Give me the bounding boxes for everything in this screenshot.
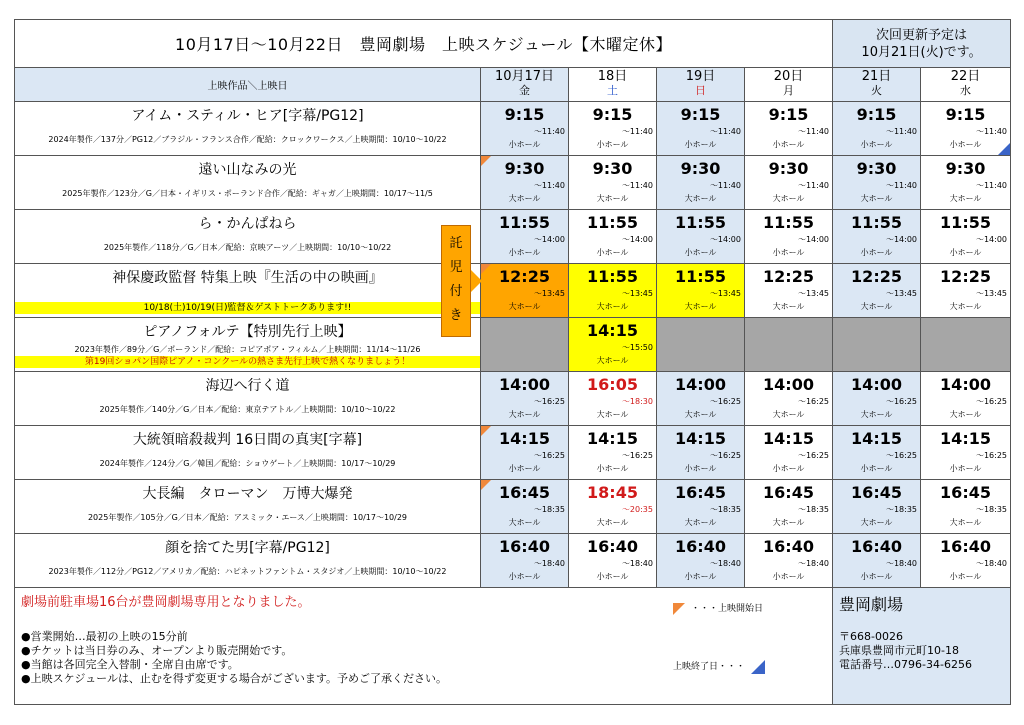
start-time: 11:55 [675, 213, 726, 232]
end-time: 〜15:50 [621, 343, 653, 352]
hall-name: 小ホール [596, 248, 629, 257]
film-row [15, 156, 1011, 210]
orange-triangle-icon [481, 480, 491, 490]
end-time: 〜11:40 [975, 181, 1008, 190]
orange-triangle-icon [673, 603, 685, 615]
film-info: 2024年製作／137分／PG12／ブラジル・フランス合作／配給：クロックワークス／上映期間：10/10〜10/22 [48, 135, 447, 144]
hall-name: 小ホール [860, 464, 893, 473]
start-time: 12:25 [851, 267, 902, 286]
end-time: 〜11:40 [621, 127, 653, 136]
hall-name: 大ホール [596, 410, 629, 419]
theater-info [833, 588, 1011, 705]
end-time: 〜11:40 [533, 181, 565, 190]
end-time: 〜18:40 [885, 559, 918, 568]
hall-name: 小ホール [684, 572, 717, 581]
footer-note: ●営業開始…最初の上映の15分前 [21, 630, 188, 643]
showtime-cell [921, 102, 1011, 156]
hall-name: 大ホール [949, 410, 982, 419]
end-time: 〜14:00 [797, 235, 830, 244]
film-info: 2025年製作／123分／G／日本・イギリス・ポーランド合作／配給：ギャガ／上映期間：10/17〜11/5 [62, 189, 433, 198]
hall-name: 大ホール [860, 194, 893, 203]
hall-name: 大ホール [508, 194, 541, 203]
start-time: 12:25 [763, 267, 814, 286]
film-title: 大長編 タローマン 万博大爆発 [142, 486, 353, 502]
blue-triangle-icon [998, 143, 1010, 155]
end-time: 〜16:25 [885, 397, 918, 406]
start-time: 9:30 [592, 159, 633, 178]
showtime-cell [481, 318, 569, 372]
start-time: 11:55 [851, 213, 902, 232]
start-time: 14:15 [940, 429, 991, 448]
film-title: 神保慶政監督 特集上映『生活の中の映画』 [112, 270, 383, 286]
showtime-cell [657, 102, 745, 156]
film-cell [15, 102, 481, 156]
film-cell [15, 426, 481, 480]
hall-name: 小ホール [596, 140, 629, 149]
date-text: 19日 [685, 69, 716, 84]
start-time: 16:40 [675, 537, 726, 556]
hall-name: 大ホール [772, 518, 805, 527]
orange-triangle-icon [481, 264, 491, 274]
end-time: 〜16:25 [709, 397, 741, 406]
page-title: 10月17日〜10月22日 豊岡劇場 上映スケジュール【木曜定休】 [15, 20, 833, 68]
hall-name: 大ホール [949, 194, 982, 203]
end-time: 〜16:25 [533, 451, 565, 460]
hall-name: 小ホール [949, 248, 982, 257]
end-time: 〜16:25 [533, 397, 565, 406]
start-time: 14:15 [675, 429, 726, 448]
film-cell [15, 210, 481, 264]
theater-postal: 〒668-0026 [839, 630, 903, 643]
showtime-cell [569, 264, 657, 318]
film-cell [15, 156, 481, 210]
showtime-cell [481, 372, 569, 426]
date-header [657, 68, 745, 102]
end-time: 〜13:45 [797, 289, 830, 298]
start-time: 16:40 [851, 537, 902, 556]
end-time: 〜13:45 [975, 289, 1008, 298]
showtime-cell [745, 210, 833, 264]
legend-start [673, 602, 763, 616]
showtime-cell [833, 480, 921, 534]
next-update-line1: 次回更新予定は [876, 27, 968, 43]
hall-name: 小ホール [684, 140, 717, 149]
start-time: 11:55 [587, 213, 638, 232]
childcare-char: き [449, 308, 463, 323]
end-time: 〜11:40 [797, 181, 830, 190]
start-time: 11:55 [763, 213, 814, 232]
showtime-cell [921, 156, 1011, 210]
end-time: 〜16:25 [797, 451, 830, 460]
footer-note: ●上映スケジュールは、止むを得ず変更する場合がございます。予めご了承ください。 [21, 672, 448, 685]
hall-name: 小ホール [684, 248, 717, 257]
orange-triangle-icon [481, 426, 491, 436]
start-time: 14:15 [587, 429, 638, 448]
date-header-row [15, 68, 1011, 102]
end-time: 〜11:40 [533, 127, 565, 136]
start-time: 12:25 [499, 267, 550, 286]
parking-notice: 劇場前駐車場16台が豊岡劇場専用となりました。 [21, 595, 311, 610]
end-time: 〜16:25 [709, 451, 741, 460]
film-info: 2024年製作／124分／G／韓国／配給：ショウゲート／上映期間：10/17〜10/29 [99, 459, 396, 468]
film-row [15, 480, 1011, 534]
showtime-cell [745, 156, 833, 210]
film-info: 2023年製作／112分／PG12／アメリカ／配給：ハピネットファントム・スタジオ／上映期間：10/10〜10/22 [48, 567, 447, 576]
end-time: 〜14:00 [533, 235, 565, 244]
film-title: 海辺へ行く道 [205, 378, 290, 394]
film-info: 2025年製作／140分／G／日本／配給：東京テアトル／上映期間：10/10〜10/22 [99, 405, 396, 414]
hall-name: 小ホール [508, 248, 541, 257]
day-of-week: 火 [871, 84, 883, 97]
showtime-cell [745, 102, 833, 156]
end-time: 〜16:25 [797, 397, 830, 406]
showtime-cell [833, 264, 921, 318]
film-title: ピアノフォルテ【特別先行上映】 [143, 324, 352, 340]
showtime-cell [657, 480, 745, 534]
end-time: 〜18:40 [533, 559, 565, 568]
showtime-cell [745, 480, 833, 534]
film-info: 2023年製作／89分／G／ポーランド／配給：コピアポア・フィルム／上映期間：11/14〜11/26 [74, 345, 421, 354]
blue-triangle-icon [751, 660, 765, 674]
film-title: 顔を捨てた男[字幕/PG12] [165, 540, 330, 556]
start-time: 9:30 [945, 159, 986, 178]
end-time: 〜16:25 [975, 397, 1008, 406]
hall-name: 大ホール [772, 302, 805, 311]
date-text: 18日 [597, 69, 628, 84]
start-time: 14:15 [499, 429, 550, 448]
date-header [833, 68, 921, 102]
start-time: 16:45 [499, 483, 550, 502]
showtime-cell [569, 318, 657, 372]
hall-name: 大ホール [772, 410, 805, 419]
start-time: 9:15 [504, 105, 545, 124]
start-time: 11:55 [940, 213, 991, 232]
showtime-cell [481, 156, 569, 210]
showtime-cell [745, 534, 833, 588]
film-cell [15, 372, 481, 426]
hall-name: 大ホール [684, 410, 717, 419]
showtime-cell [745, 426, 833, 480]
start-time: 16:40 [499, 537, 550, 556]
showtime-cell [481, 264, 569, 318]
showtime-cell [833, 210, 921, 264]
hall-name: 小ホール [596, 572, 629, 581]
start-time: 16:45 [940, 483, 991, 502]
day-of-week: 月 [783, 84, 794, 97]
date-header [481, 68, 569, 102]
start-time: 14:15 [587, 321, 638, 340]
hall-name: 大ホール [949, 302, 982, 311]
start-time: 16:40 [587, 537, 638, 556]
next-update-notice [833, 20, 1011, 68]
film-row [15, 102, 1011, 156]
day-of-week: 金 [519, 84, 530, 97]
date-header [745, 68, 833, 102]
hall-name: 小ホール [772, 140, 805, 149]
showtime-cell [569, 372, 657, 426]
start-time: 9:15 [680, 105, 721, 124]
showtime-cell [921, 426, 1011, 480]
showtime-cell [481, 426, 569, 480]
hall-name: 大ホール [684, 194, 717, 203]
start-time: 16:40 [940, 537, 991, 556]
start-time: 9:30 [680, 159, 721, 178]
showtime-cell [569, 156, 657, 210]
hall-name: 小ホール [860, 572, 893, 581]
end-time: 〜13:45 [709, 289, 741, 298]
start-time: 14:00 [851, 375, 902, 394]
end-time: 〜18:40 [709, 559, 741, 568]
hall-name: 小ホール [508, 572, 541, 581]
end-time: 〜14:00 [885, 235, 918, 244]
showtime-cell [481, 534, 569, 588]
start-time: 9:30 [768, 159, 809, 178]
date-text: 21日 [861, 69, 892, 84]
end-time: 〜11:40 [975, 127, 1008, 136]
showtime-cell [921, 318, 1011, 372]
hall-name: 小ホール [508, 140, 541, 149]
showtime-cell [833, 156, 921, 210]
day-of-week: 土 [607, 84, 618, 97]
theater-phone: 電話番号…0796-34-6256 [839, 658, 972, 671]
schedule-table [14, 19, 1011, 705]
start-time: 14:00 [675, 375, 726, 394]
legend-end [673, 660, 765, 674]
end-time: 〜18:35 [975, 505, 1008, 514]
end-time: 〜13:45 [533, 289, 565, 298]
start-time: 16:40 [763, 537, 814, 556]
end-time: 〜11:40 [709, 181, 741, 190]
end-time: 〜16:25 [885, 451, 918, 460]
film-title: 遠い山なみの光 [198, 162, 297, 178]
date-text: 22日 [950, 69, 981, 84]
hall-name: 小ホール [772, 572, 805, 581]
end-time: 〜11:40 [797, 127, 830, 136]
next-update-line2: 10月21日(火)です。 [861, 44, 982, 60]
schedule-sheet [14, 19, 1010, 705]
date-text: 20日 [773, 69, 804, 84]
start-time: 14:00 [763, 375, 814, 394]
hall-name: 小ホール [508, 464, 541, 473]
childcare-tag [441, 225, 471, 337]
film-row [15, 318, 1011, 372]
start-time: 9:15 [945, 105, 986, 124]
end-time: 〜16:25 [621, 451, 653, 460]
hall-name: 大ホール [684, 518, 717, 527]
hall-name: 大ホール [596, 518, 629, 527]
showtime-cell [657, 534, 745, 588]
hall-name: 大ホール [596, 356, 629, 365]
showtime-cell [745, 264, 833, 318]
end-time: 〜18:35 [709, 505, 741, 514]
showtime-cell [833, 318, 921, 372]
hall-name: 小ホール [772, 248, 805, 257]
end-time: 〜18:30 [621, 397, 653, 406]
end-time: 〜18:40 [621, 559, 653, 568]
showtime-cell [921, 534, 1011, 588]
end-time: 〜11:40 [885, 181, 918, 190]
hall-name: 大ホール [508, 302, 541, 311]
footer-row [15, 588, 1011, 705]
date-header [569, 68, 657, 102]
header-label: 上映作品＼上映日 [15, 68, 481, 102]
showtime-cell [657, 156, 745, 210]
childcare-char: 付 [449, 284, 463, 299]
end-time: 〜13:45 [885, 289, 918, 298]
hall-name: 小ホール [684, 464, 717, 473]
film-title: 大統領暗殺裁判 16日間の真実[字幕] [132, 432, 363, 448]
showtime-cell [481, 102, 569, 156]
hall-name: 大ホール [596, 302, 629, 311]
showtime-cell [569, 102, 657, 156]
showtime-cell [833, 102, 921, 156]
start-time: 12:25 [940, 267, 991, 286]
film-title: ら・かんぱねら [198, 216, 297, 232]
date-header [921, 68, 1011, 102]
start-time: 14:15 [851, 429, 902, 448]
end-time: 〜14:00 [621, 235, 653, 244]
start-time: 11:55 [587, 267, 638, 286]
film-cell [15, 264, 481, 318]
end-time: 〜18:35 [797, 505, 830, 514]
end-time: 〜18:35 [533, 505, 565, 514]
end-time: 〜11:40 [709, 127, 741, 136]
end-time: 〜18:40 [797, 559, 830, 568]
hall-name: 大ホール [860, 518, 893, 527]
showtime-cell [921, 480, 1011, 534]
start-time: 16:05 [587, 375, 638, 394]
hall-name: 大ホール [949, 518, 982, 527]
showtime-cell [833, 534, 921, 588]
hall-name: 小ホール [772, 464, 805, 473]
start-time: 18:45 [587, 483, 638, 502]
film-info: 2025年製作／105分／G／日本／配給：アスミック・エース／上映期間：10/17〜10/29 [87, 513, 408, 522]
day-of-week: 水 [960, 84, 972, 97]
start-time: 14:00 [940, 375, 991, 394]
film-row [15, 264, 1011, 318]
start-time: 14:00 [499, 375, 550, 394]
legend-end-label: 上映終了日・・・ [673, 662, 746, 672]
hall-name: 大ホール [860, 410, 893, 419]
end-time: 〜11:40 [621, 181, 653, 190]
theater-name: 豊岡劇場 [839, 595, 904, 614]
start-time: 9:15 [768, 105, 809, 124]
hall-name: 大ホール [860, 302, 893, 311]
showtime-cell [481, 480, 569, 534]
film-cell [15, 318, 481, 372]
hall-name: 大ホール [508, 518, 541, 527]
hall-name: 小ホール [949, 464, 982, 473]
showtime-cell [481, 210, 569, 264]
film-row [15, 210, 1011, 264]
legend-start-label: ・・・上映開始日 [691, 604, 764, 614]
film-row [15, 426, 1011, 480]
footer-note: ●チケットは当日券のみ、オープンより販売開始です。 [21, 644, 293, 657]
hall-name: 大ホール [772, 194, 805, 203]
film-cell [15, 534, 481, 588]
film-row [15, 372, 1011, 426]
showtime-cell [569, 480, 657, 534]
start-time: 14:15 [763, 429, 814, 448]
showtime-cell [745, 372, 833, 426]
showtime-cell [921, 264, 1011, 318]
orange-triangle-icon [481, 156, 491, 166]
hall-name: 小ホール [860, 140, 893, 149]
hall-name: 小ホール [860, 248, 893, 257]
hall-name: 大ホール [508, 410, 541, 419]
start-time: 9:15 [592, 105, 633, 124]
childcare-arrow-icon [471, 270, 482, 292]
end-time: 〜16:25 [975, 451, 1008, 460]
showtime-cell [745, 318, 833, 372]
film-cell [15, 480, 481, 534]
showtime-cell [569, 210, 657, 264]
end-time: 〜14:00 [975, 235, 1008, 244]
event-notice: 第19回ショパン国際ピアノ・コンクールの熱さま先行上映で熱くなりましょう！ [15, 356, 480, 368]
film-info: 2025年製作／118分／G／日本／配給：京映アーツ／上映期間：10/10〜10/22 [103, 243, 392, 252]
day-of-week: 日 [695, 84, 706, 97]
start-time: 9:30 [856, 159, 897, 178]
end-time: 〜20:35 [621, 505, 653, 514]
end-time: 〜11:40 [885, 127, 918, 136]
showtime-cell [657, 264, 745, 318]
film-row [15, 534, 1011, 588]
end-time: 〜14:00 [709, 235, 741, 244]
showtime-cell [921, 372, 1011, 426]
showtime-cell [833, 426, 921, 480]
start-time: 11:55 [675, 267, 726, 286]
showtime-cell [657, 210, 745, 264]
start-time: 9:15 [856, 105, 897, 124]
showtime-cell [921, 210, 1011, 264]
film-title: アイム・スティル・ヒア[字幕/PG12] [131, 108, 364, 124]
start-time: 9:30 [504, 159, 545, 178]
footer-info [15, 588, 833, 705]
date-text: 10月17日 [494, 69, 555, 84]
start-time: 11:55 [499, 213, 550, 232]
childcare-char: 託 [449, 236, 463, 251]
showtime-cell [657, 426, 745, 480]
event-notice: 10/18(土)10/19(日)監督＆ゲストトークあります!! [15, 302, 480, 314]
hall-name: 大ホール [596, 194, 629, 203]
hall-name: 小ホール [949, 572, 982, 581]
footer-note: ●当館は各回完全入替制・全席自由席です。 [21, 658, 239, 671]
hall-name: 大ホール [684, 302, 717, 311]
end-time: 〜18:40 [975, 559, 1008, 568]
showtime-cell [657, 372, 745, 426]
hall-name: 小ホール [949, 140, 982, 149]
showtime-cell [569, 426, 657, 480]
end-time: 〜13:45 [621, 289, 653, 298]
start-time: 16:45 [851, 483, 902, 502]
childcare-char: 児 [449, 260, 463, 275]
showtime-cell [569, 534, 657, 588]
showtime-cell [657, 318, 745, 372]
end-time: 〜18:35 [885, 505, 918, 514]
start-time: 16:45 [675, 483, 726, 502]
start-time: 16:45 [763, 483, 814, 502]
showtime-cell [833, 372, 921, 426]
hall-name: 小ホール [596, 464, 629, 473]
theater-address: 兵庫県豊岡市元町10-18 [839, 644, 959, 657]
